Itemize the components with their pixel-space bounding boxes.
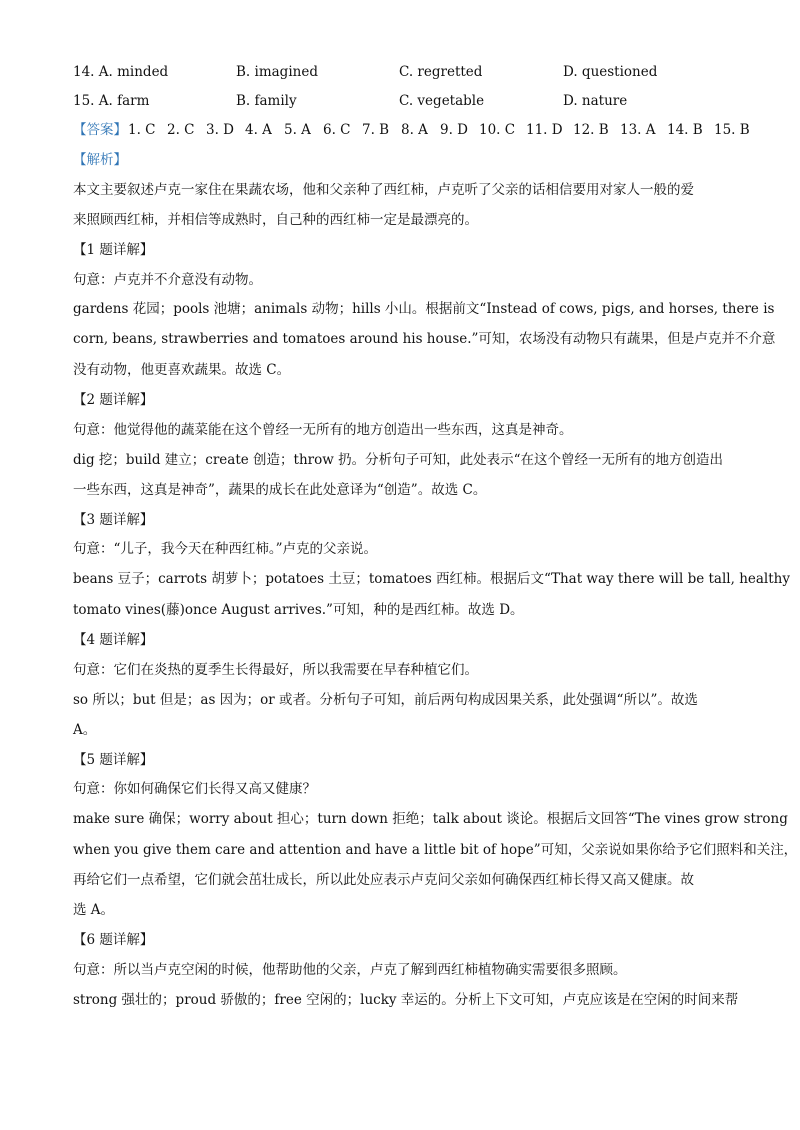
text-line: 句意：所以当卢克空闲的时候，他帮助他的父亲，卢克了解到西红柿植物确实需要很多照顾。: [73, 962, 627, 978]
text-line: A。: [73, 722, 97, 738]
section-heading: 【6 题详解】: [73, 932, 154, 948]
text-line: 一些东西，这真是神奇”，蔬果的成长在此处意译为“创造”。故选 C。: [73, 482, 487, 498]
answer-item: 3. D: [206, 122, 234, 138]
section-heading: 【5 题详解】: [73, 752, 154, 768]
answer-item: 1. C: [128, 122, 156, 138]
text-line: 本文主要叙述卢克一家住在果蔬农场，他和父亲种了西红柿，卢克听了父亲的话相信要用对家人一般的爱: [73, 182, 694, 198]
option-d: D. questioned: [563, 64, 658, 80]
text-line: 句意：卢克并不介意没有动物。: [73, 272, 262, 288]
option-c: C. regretted: [399, 64, 483, 80]
text-line: corn, beans, strawberries and tomatoes around his house.”可知，农场没有动物只有蔬果，但是卢克并不介意: [73, 331, 776, 347]
text-line: 句意：你如何确保它们长得又高又健康？: [73, 781, 316, 797]
option-c: C. vegetable: [399, 93, 485, 109]
text-line: 再给它们一点希望，它们就会茁壮成长，所以此处应表示卢克问父亲如何确保西红柿长得又高又健康。故: [73, 872, 694, 888]
option-d: D. nature: [563, 93, 628, 109]
text-line: 选 A。: [73, 902, 115, 918]
answer-item: 15. B: [714, 122, 750, 138]
answer-item: 4. A: [245, 122, 272, 138]
text-line: when you give them care and attention and have a little bit of hope”可知，父亲说如果你给予它们照料和关注，: [73, 842, 798, 858]
option-b: B. imagined: [236, 64, 318, 80]
section-heading: 【3 题详解】: [73, 512, 154, 528]
answer-key: [73, 120, 750, 140]
text-line: so 所以；but 但是；as 因为；or 或者。分析句子可知，前后两句构成因果关系，此处强调“所以”。故选: [73, 692, 698, 708]
option-a: 15. A. farm: [73, 93, 150, 109]
answer-item: 9. D: [440, 122, 468, 138]
answer-item: 11. D: [526, 122, 563, 138]
answer-item: 8. A: [401, 122, 428, 138]
text-line: 句意：“儿子，我今天在种西红柿。”卢克的父亲说。: [73, 541, 378, 557]
answer-item: 10. C: [479, 122, 516, 138]
answer-item: 5. A: [284, 122, 311, 138]
answer-item: 13. A: [620, 122, 656, 138]
section-heading: 【1 题详解】: [73, 242, 154, 258]
text-line: make sure 确保；worry about 担心；turn down 拒绝；talk about 谈论。根据后文回答“The vines grow strong: [73, 811, 788, 827]
option-b: B. family: [236, 93, 297, 109]
section-heading: 【4 题详解】: [73, 632, 154, 648]
option-a: 14. A. minded: [73, 64, 169, 80]
text-line: 句意：他觉得他的蔬菜能在这个曾经一无所有的地方创造出一些东西，这真是神奇。: [73, 422, 573, 438]
text-line: beans 豆子；carrots 胡萝卜；potatoes 土豆；tomatoes 西红柿。根据后文“That way there will be tall, healthy: [73, 571, 790, 587]
text-line: tomato vines(藤)once August arrives.”可知，种的是西红柿。故选 D。: [73, 602, 524, 618]
text-line: 句意：它们在炎热的夏季生长得最好，所以我需要在早春种植它们。: [73, 662, 478, 678]
answer-item: 12. B: [573, 122, 609, 138]
text-line: strong 强壮的；proud 骄傲的；free 空闲的；lucky 幸运的。分析上下文可知，卢克应该是在空闲的时间来帮: [73, 992, 739, 1008]
text-line: dig 挖；build 建立；create 创造；throw 扔。分析句子可知，此处表示“在这个曾经一无所有的地方创造出: [73, 452, 724, 468]
answer-item: 14. B: [667, 122, 703, 138]
answer-item: 2. C: [167, 122, 195, 138]
analysis-label: 【解析】: [73, 152, 127, 168]
answer-label: 【答案】: [73, 122, 127, 138]
text-line: 没有动物，他更喜欢蔬果。故选 C。: [73, 362, 291, 378]
section-heading: 【2 题详解】: [73, 392, 154, 408]
text-line: gardens 花园；pools 池塘；animals 动物；hills 小山。根据前文“Instead of cows, pigs, and horses, there is: [73, 301, 775, 317]
answer-item: 7. B: [362, 122, 390, 138]
text-line: 来照顾西红柿，并相信等成熟时，自己种的西红柿一定是最漂亮的。: [73, 212, 478, 228]
answer-item: 6. C: [323, 122, 351, 138]
